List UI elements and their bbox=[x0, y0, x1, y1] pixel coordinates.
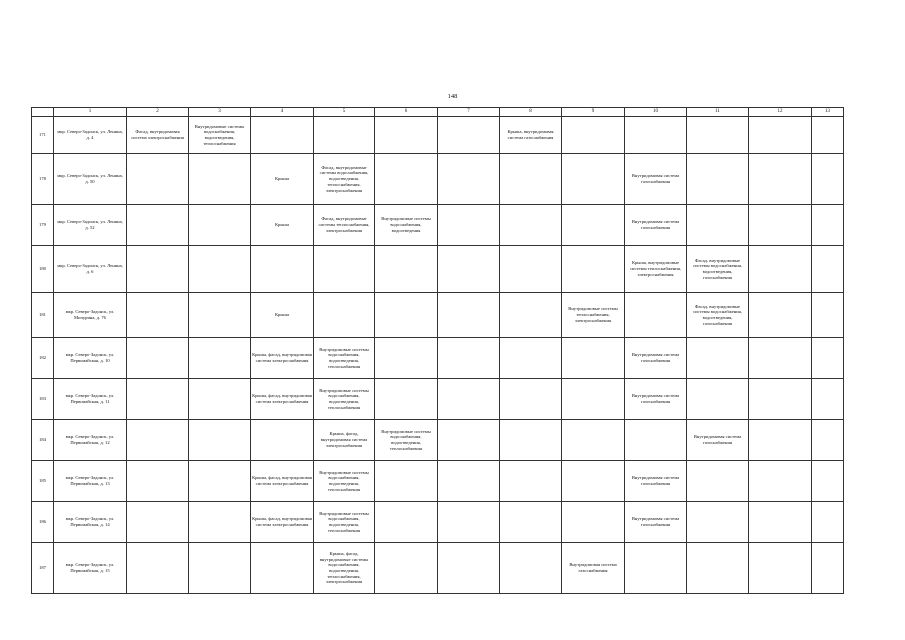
work-cell bbox=[375, 461, 438, 502]
row-number-cell: 178 bbox=[32, 154, 54, 205]
work-cell bbox=[500, 502, 562, 543]
work-cell: Крыша, фасад, внутридомовая система электроснабжения bbox=[251, 461, 314, 502]
work-cell: Крыша, внутридомовые системы теплоснабжения, электроснабжения bbox=[625, 246, 687, 293]
header-cell: 6 bbox=[375, 108, 438, 117]
work-cell bbox=[749, 379, 812, 420]
work-cell bbox=[749, 117, 812, 154]
work-cell bbox=[625, 293, 687, 338]
work-cell bbox=[189, 154, 251, 205]
work-cell bbox=[562, 338, 625, 379]
row-number-cell: 185 bbox=[32, 461, 54, 502]
work-cell: Крыша, фасад, внутридомовые системы водоснабжения, водоотведения, теплоснабжения, электроснабжения bbox=[314, 543, 375, 594]
work-cell bbox=[127, 205, 189, 246]
work-cell bbox=[189, 379, 251, 420]
row-number-cell: 187 bbox=[32, 543, 54, 594]
work-cell bbox=[687, 461, 749, 502]
work-cell bbox=[500, 543, 562, 594]
work-cell bbox=[749, 205, 812, 246]
work-cell bbox=[687, 205, 749, 246]
work-cell bbox=[749, 502, 812, 543]
work-cell bbox=[438, 502, 500, 543]
table-row bbox=[32, 338, 844, 379]
work-cell bbox=[687, 338, 749, 379]
work-cell bbox=[251, 420, 314, 461]
table-row bbox=[32, 420, 844, 461]
header-cell: 2 bbox=[127, 108, 189, 117]
work-cell bbox=[749, 461, 812, 502]
row-number-cell: 180 bbox=[32, 246, 54, 293]
work-cell bbox=[687, 154, 749, 205]
work-cell: Внутридомовые системы водоснабжения, водоотведения, теплоснабжения bbox=[314, 379, 375, 420]
work-cell bbox=[749, 246, 812, 293]
work-cell bbox=[375, 117, 438, 154]
work-cell bbox=[314, 117, 375, 154]
work-cell bbox=[375, 379, 438, 420]
work-cell bbox=[687, 379, 749, 420]
work-cell bbox=[812, 246, 844, 293]
address-cell: мкр. Северо-Задонск, ул. Ленина, д. 50 bbox=[54, 154, 127, 205]
work-cell bbox=[812, 420, 844, 461]
work-cell: Крыша bbox=[251, 293, 314, 338]
work-cell bbox=[625, 543, 687, 594]
work-cell bbox=[812, 293, 844, 338]
table-row bbox=[32, 117, 844, 154]
work-cell bbox=[189, 420, 251, 461]
work-cell bbox=[438, 205, 500, 246]
work-cell: Внутридомовая система газоснабжения bbox=[687, 420, 749, 461]
work-cell bbox=[375, 502, 438, 543]
work-cell bbox=[687, 502, 749, 543]
work-cell bbox=[562, 420, 625, 461]
work-cell: Внутридомовая система газоснабжения bbox=[625, 502, 687, 543]
work-cell bbox=[375, 293, 438, 338]
work-cell bbox=[749, 154, 812, 205]
work-cell bbox=[189, 246, 251, 293]
work-cell: Фасад, внутридомовая система электроснабжения bbox=[127, 117, 189, 154]
header-cell: 11 bbox=[687, 108, 749, 117]
work-cell: Фасад, внутридомовые системы водоснабжения, водоотведения, газоснабжения bbox=[687, 246, 749, 293]
table-row bbox=[32, 154, 844, 205]
address-cell: мкр. Северо-Задонск, ул. Ленина, д. 6 bbox=[54, 246, 127, 293]
work-cell bbox=[562, 154, 625, 205]
work-cell bbox=[687, 117, 749, 154]
header-cell: 8 bbox=[500, 108, 562, 117]
work-cell: Крыша, фасад, внутридомовая система электроснабжения bbox=[251, 338, 314, 379]
work-cell bbox=[438, 461, 500, 502]
table-row bbox=[32, 379, 844, 420]
header-cell: 4 bbox=[251, 108, 314, 117]
work-cell bbox=[749, 293, 812, 338]
work-cell bbox=[812, 543, 844, 594]
work-cell bbox=[562, 461, 625, 502]
work-cell bbox=[812, 461, 844, 502]
work-cell bbox=[500, 461, 562, 502]
work-cell bbox=[375, 338, 438, 379]
work-cell: Внутридомовая система газоснабжения bbox=[625, 379, 687, 420]
work-cell bbox=[812, 205, 844, 246]
work-cell: Внутридомовые системы водоснабжения, водоотведения, теплоснабжения bbox=[189, 117, 251, 154]
row-number-cell: 186 bbox=[32, 502, 54, 543]
address-cell: мкр. Северо-Задонск, ул. Первомайская, д. 15 bbox=[54, 543, 127, 594]
work-cell bbox=[812, 117, 844, 154]
row-number-cell: 179 bbox=[32, 205, 54, 246]
work-cell: Внутридомовая система газоснабжения bbox=[625, 338, 687, 379]
work-cell bbox=[562, 379, 625, 420]
header-cell: 10 bbox=[625, 108, 687, 117]
work-cell bbox=[127, 502, 189, 543]
address-cell: мкр. Северо-Задонск, ул. Первомайская, д. 12 bbox=[54, 420, 127, 461]
work-cell bbox=[500, 293, 562, 338]
work-cell bbox=[500, 420, 562, 461]
row-number-cell: 182 bbox=[32, 338, 54, 379]
table-row bbox=[32, 293, 844, 338]
work-cell bbox=[500, 246, 562, 293]
work-cell bbox=[251, 246, 314, 293]
work-cell bbox=[375, 154, 438, 205]
work-cell bbox=[562, 117, 625, 154]
work-cell: Внутридомовая система газоснабжения bbox=[625, 154, 687, 205]
work-cell bbox=[127, 543, 189, 594]
work-cell bbox=[375, 246, 438, 293]
work-cell bbox=[625, 117, 687, 154]
work-cell bbox=[749, 420, 812, 461]
work-cell: Крыша, фасад, внутридомовая система электроснабжения bbox=[251, 379, 314, 420]
header-cell bbox=[32, 108, 54, 117]
work-cell bbox=[189, 293, 251, 338]
work-cell bbox=[625, 420, 687, 461]
work-cell: Фасад, внутридомовые системы водоснабжения, водоотведения, газоснабжения bbox=[687, 293, 749, 338]
work-cell bbox=[500, 205, 562, 246]
work-cell bbox=[127, 293, 189, 338]
work-cell bbox=[687, 543, 749, 594]
work-cell bbox=[749, 338, 812, 379]
work-cell bbox=[500, 338, 562, 379]
work-cell: Внутридомовые системы водоснабжения, водоотведения, теплоснабжения bbox=[314, 338, 375, 379]
address-cell: мкр. Северо-Задонск, ул. Ленина, д. 52 bbox=[54, 205, 127, 246]
table-row bbox=[32, 502, 844, 543]
table-row bbox=[32, 205, 844, 246]
work-cell bbox=[562, 246, 625, 293]
header-cell: 13 bbox=[812, 108, 844, 117]
header-cell: 5 bbox=[314, 108, 375, 117]
row-number-cell: 181 bbox=[32, 293, 54, 338]
work-cell bbox=[314, 246, 375, 293]
work-cell: Фасад, внутридомовые системы теплоснабжения, электроснабжения bbox=[314, 205, 375, 246]
header-cell: 1 bbox=[54, 108, 127, 117]
header-row bbox=[32, 108, 844, 117]
work-cell: Фасад, внутридомовые системы водоснабжения, водоотведения, теплоснабжения, электроснабжения bbox=[314, 154, 375, 205]
work-cell bbox=[438, 117, 500, 154]
work-cell bbox=[438, 154, 500, 205]
address-cell: мкр. Северо-Задонск, ул. Первомайская, д. 11 bbox=[54, 379, 127, 420]
work-cell bbox=[314, 293, 375, 338]
work-cell bbox=[127, 379, 189, 420]
work-cell: Крыша, фасад, внутридомовая система электроснабжения bbox=[314, 420, 375, 461]
work-cell bbox=[127, 246, 189, 293]
work-cell bbox=[251, 117, 314, 154]
work-cell: Внутридомовая система газоснабжения bbox=[625, 205, 687, 246]
work-cell: Внутридомовая система газоснабжения bbox=[562, 543, 625, 594]
address-cell: мкр. Северо-Задонск, ул. Первомайская, д. 10 bbox=[54, 338, 127, 379]
work-cell bbox=[127, 338, 189, 379]
work-cell: Внутридомовые системы водоснабжения, водоотведения, теплоснабжения bbox=[375, 420, 438, 461]
work-cell bbox=[812, 338, 844, 379]
header-cell: 3 bbox=[189, 108, 251, 117]
address-cell: мкр. Северо-Задонск, ул. Первомайская, д. 14 bbox=[54, 502, 127, 543]
work-cell: Крыша bbox=[251, 205, 314, 246]
work-cell bbox=[189, 338, 251, 379]
work-cell bbox=[500, 379, 562, 420]
row-number-cell: 183 bbox=[32, 379, 54, 420]
table-row bbox=[32, 543, 844, 594]
row-number-cell: 184 bbox=[32, 420, 54, 461]
work-cell bbox=[438, 293, 500, 338]
work-cell: Крыша bbox=[251, 154, 314, 205]
work-cell bbox=[438, 246, 500, 293]
work-cell bbox=[375, 543, 438, 594]
header-cell: 9 bbox=[562, 108, 625, 117]
work-cell bbox=[749, 543, 812, 594]
work-cell: Внутридомовые системы водоснабжения, водоотведения bbox=[375, 205, 438, 246]
header-cell: 7 bbox=[438, 108, 500, 117]
work-cell bbox=[438, 379, 500, 420]
work-cell bbox=[438, 543, 500, 594]
work-cell bbox=[251, 543, 314, 594]
work-cell: Внутридомовые системы водоснабжения, водоотведения, теплоснабжения bbox=[314, 461, 375, 502]
page-number: 148 bbox=[447, 93, 458, 100]
address-cell: мкр. Северо-Задонск, ул. Мичурина, д. 76 bbox=[54, 293, 127, 338]
address-cell: мкр. Северо-Задонск, ул. Ленина, д. 4 bbox=[54, 117, 127, 154]
work-cell bbox=[812, 379, 844, 420]
repair-schedule-table bbox=[31, 107, 844, 594]
work-cell bbox=[127, 154, 189, 205]
work-cell: Внутридомовые системы теплоснабжения, электроснабжения bbox=[562, 293, 625, 338]
work-cell bbox=[438, 338, 500, 379]
work-cell: Внутридомовые системы водоснабжения, водоотведения, теплоснабжения bbox=[314, 502, 375, 543]
work-cell bbox=[189, 502, 251, 543]
table-row bbox=[32, 246, 844, 293]
work-cell: Крыша, внутридомовая система газоснабжения bbox=[500, 117, 562, 154]
work-cell bbox=[812, 502, 844, 543]
work-cell bbox=[127, 420, 189, 461]
work-cell bbox=[189, 461, 251, 502]
work-cell bbox=[812, 154, 844, 205]
header-cell: 12 bbox=[749, 108, 812, 117]
work-cell bbox=[500, 154, 562, 205]
table-row bbox=[32, 461, 844, 502]
work-cell bbox=[189, 543, 251, 594]
work-cell bbox=[438, 420, 500, 461]
work-cell bbox=[127, 461, 189, 502]
work-cell: Внутридомовая система газоснабжения bbox=[625, 461, 687, 502]
work-cell bbox=[562, 502, 625, 543]
address-cell: мкр. Северо-Задонск, ул. Первомайская, д. 13 bbox=[54, 461, 127, 502]
work-cell: Крыша, фасад, внутридомовая система электроснабжения bbox=[251, 502, 314, 543]
row-number-cell: 171 bbox=[32, 117, 54, 154]
work-cell bbox=[189, 205, 251, 246]
work-cell bbox=[562, 205, 625, 246]
